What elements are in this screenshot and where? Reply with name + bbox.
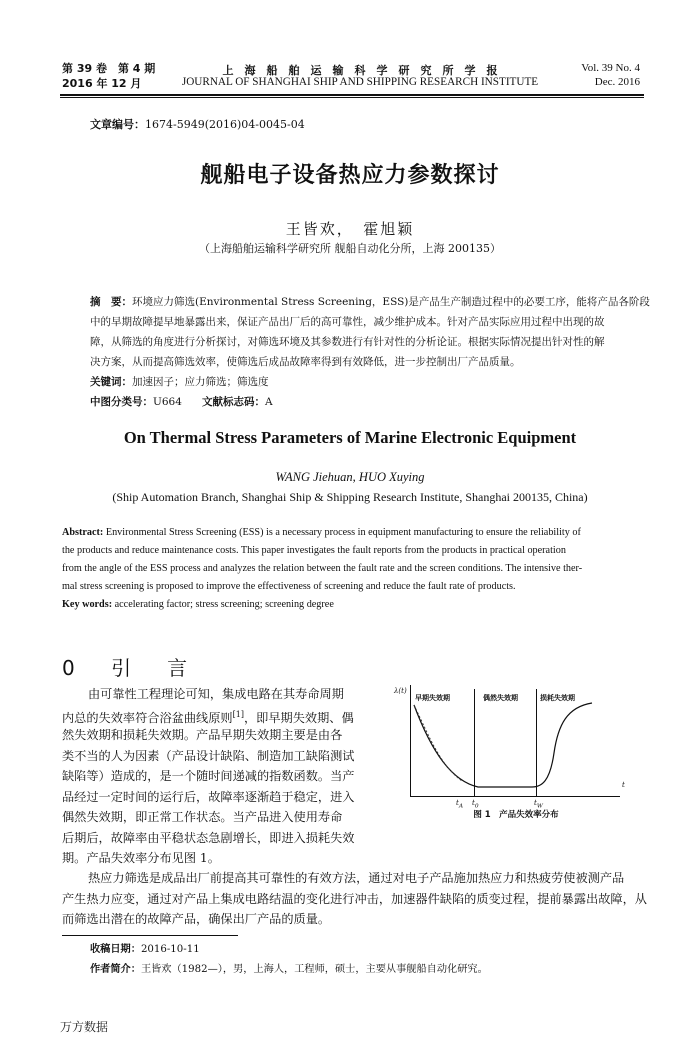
keywords-en-label: Key words:	[62, 599, 113, 610]
abstract-en-label: Abstract:	[62, 527, 104, 538]
header-rule	[60, 94, 644, 96]
watermark: 万方数据	[60, 1020, 109, 1034]
figure-caption: 图 1 产品失效率分布	[473, 810, 559, 820]
header-volume-issue-en: Vol. 39 No. 4	[581, 62, 640, 74]
tick-t0: $t_0$	[472, 799, 479, 810]
footnote-received	[90, 940, 200, 960]
abstract-en-line: mal stress screening is proposed to improve the effectiveness of screening and reduce the fault rate of products.	[62, 581, 516, 592]
body-line: 偶然失效期，即正常工作状态。当产品进入使用寿命	[62, 810, 343, 824]
figure-region-wearout: 损耗失效期	[540, 694, 575, 702]
abstract-en-line: Environmental Stress Screening (ESS) is a necessary process in equipment manufacturing to ensure the reliability of	[103, 527, 581, 538]
body-line: ，即早期失效期、偶	[243, 710, 354, 725]
body-line: 产生热力应变，通过对产品上集成电路结温的变化进行冲击，加速器件缺陷的质变过程，提前暴露出故障，从	[62, 891, 647, 906]
abstract-cn-line: 障，从筛选的角度进行分析探讨，对筛选环境及其参数进行有针对性的分析论证。根据实际情况提出针对性的解	[90, 336, 605, 348]
keywords-cn-label: 关键词：	[90, 376, 132, 388]
abstract-en-line: the products and reduce maintenance costs. This paper investigates the fault reports from the products in practical operation	[62, 545, 566, 556]
section-heading	[62, 652, 195, 681]
abstract-cn-line: 环境应力筛选(Environmental Stress Screening，ESS)是产品生产制造过程中的必要工序，能将产品各阶段	[132, 296, 650, 308]
body-line: 后期后，故障率由平稳状态急剧增长，即进入损耗失效	[62, 830, 355, 845]
affiliation-en: (Ship Automation Branch, Shanghai Ship & Shipping Research Institute, Shanghai 200135, China)	[112, 490, 588, 504]
doc-code-value: A	[265, 396, 273, 408]
abstract-cn-label: 摘 要：	[90, 296, 132, 308]
header-date-en: Dec. 2016	[594, 76, 640, 88]
figure-y-axis-label: λ(t)	[394, 687, 407, 695]
body-line: 内总的失效率符合浴盆曲线原则	[62, 710, 233, 725]
author-bio-label: 作者简介：	[90, 964, 141, 975]
body-line: 品经过一定时间的运行后，故障率逐渐趋于稳定，进入	[62, 789, 355, 804]
keywords-cn-value: 加速因子；应力筛选；筛选度	[132, 376, 269, 388]
figure-1	[392, 683, 640, 828]
clc-value: U664	[153, 396, 182, 408]
body-line: 而筛选出潜在的故障产品，确保出厂产品的质量。	[62, 912, 331, 926]
header-rule-thin	[60, 97, 644, 98]
body-line: 由可靠性工程理论可知，集成电路在其寿命周期	[88, 687, 344, 701]
footnote-author	[90, 960, 488, 980]
keywords-en-value: accelerating factor; stress screening; screening degree	[112, 599, 334, 610]
body-line: 然失效期和损耗失效期。产品早期失效期主要是由各	[62, 728, 343, 742]
article-number	[90, 116, 305, 132]
authors-en: WANG Jiehuan, HUO Xuying	[275, 470, 425, 484]
tick-tA: $t_A$	[456, 799, 464, 810]
figure-region-early: 早期失效期	[415, 694, 450, 702]
section-number: 0	[62, 656, 83, 680]
body-line: 类不当的人为因素（产品设计缺陷、制造加工缺陷测试	[62, 748, 355, 763]
body-line: 期。产品失效率分布见图 1。	[62, 851, 220, 865]
abstract-en	[62, 524, 638, 614]
article-number-label: 文章编号：	[90, 118, 145, 131]
affiliation-cn: （上海船舶运输科学研究所 舰船自动化分所，上海 200135）	[199, 242, 501, 255]
body-line: 热应力筛选是成品出厂前提高其可靠性的有效方法，通过对电子产品施加热应力和热疲劳使被测产品	[88, 871, 625, 885]
received-value: 2016-10-11	[140, 944, 200, 955]
bathtub-curve	[414, 703, 592, 787]
footnote-rule	[62, 935, 238, 936]
title-cn: 舰船电子设备热应力参数探讨	[200, 163, 500, 188]
received-label: 收稿日期：	[90, 944, 141, 955]
header-journal-en: JOURNAL OF SHANGHAI SHIP AND SHIPPING RESEARCH INSTITUTE	[181, 76, 539, 88]
tick-tW: $t_W$	[534, 799, 543, 810]
citation: [1]	[232, 709, 244, 719]
abstract-en-line: from the angle of the ESS process and analyzes the relation between the fault rate and the screen conditions. The intensive ther-	[62, 563, 583, 574]
title-en: On Thermal Stress Parameters of Marine Electronic Equipment	[123, 428, 577, 447]
article-number-value: 1674-5949(2016)04-0045-04	[145, 118, 305, 131]
author-bio-value: 王皆欢（1982—），男，上海人，工程师，硕士，主要从事舰船自动化研究。	[140, 964, 488, 975]
figure-x-axis-label: t	[622, 781, 625, 789]
clc-label: 中图分类号：	[90, 396, 153, 408]
header-volume-issue-cn: 第 39 卷 第 4 期	[62, 62, 156, 75]
header-journal-cn: 上 海 船 舶 运 输 科 学 研 究 所 学 报	[222, 64, 498, 77]
figure-region-random: 偶然失效期	[483, 694, 518, 702]
early-failure-dashed-curve	[414, 705, 462, 781]
abstract-cn-line: 中的早期故障提早地暴露出来，保证产品出厂后的高可靠性，减少维护成本。针对产品实际应用过程中出现的故	[90, 316, 605, 328]
authors-cn: 王皆欢， 霍旭颖	[285, 220, 415, 238]
abstract-cn-line: 决方案，从而提高筛选效率，使筛选后成品故障率得到有效降低，进一步控制出厂产品质量。	[90, 356, 521, 368]
section-title: 引 言	[111, 656, 196, 680]
doc-code-label: 文献标志码：	[202, 396, 265, 408]
failure-rate-curve	[392, 683, 640, 828]
header-date-cn: 2016 年 12 月	[62, 77, 142, 90]
body-line: 缺陷等）造成的，是一个随时间递减的指数函数。当产	[62, 769, 355, 783]
